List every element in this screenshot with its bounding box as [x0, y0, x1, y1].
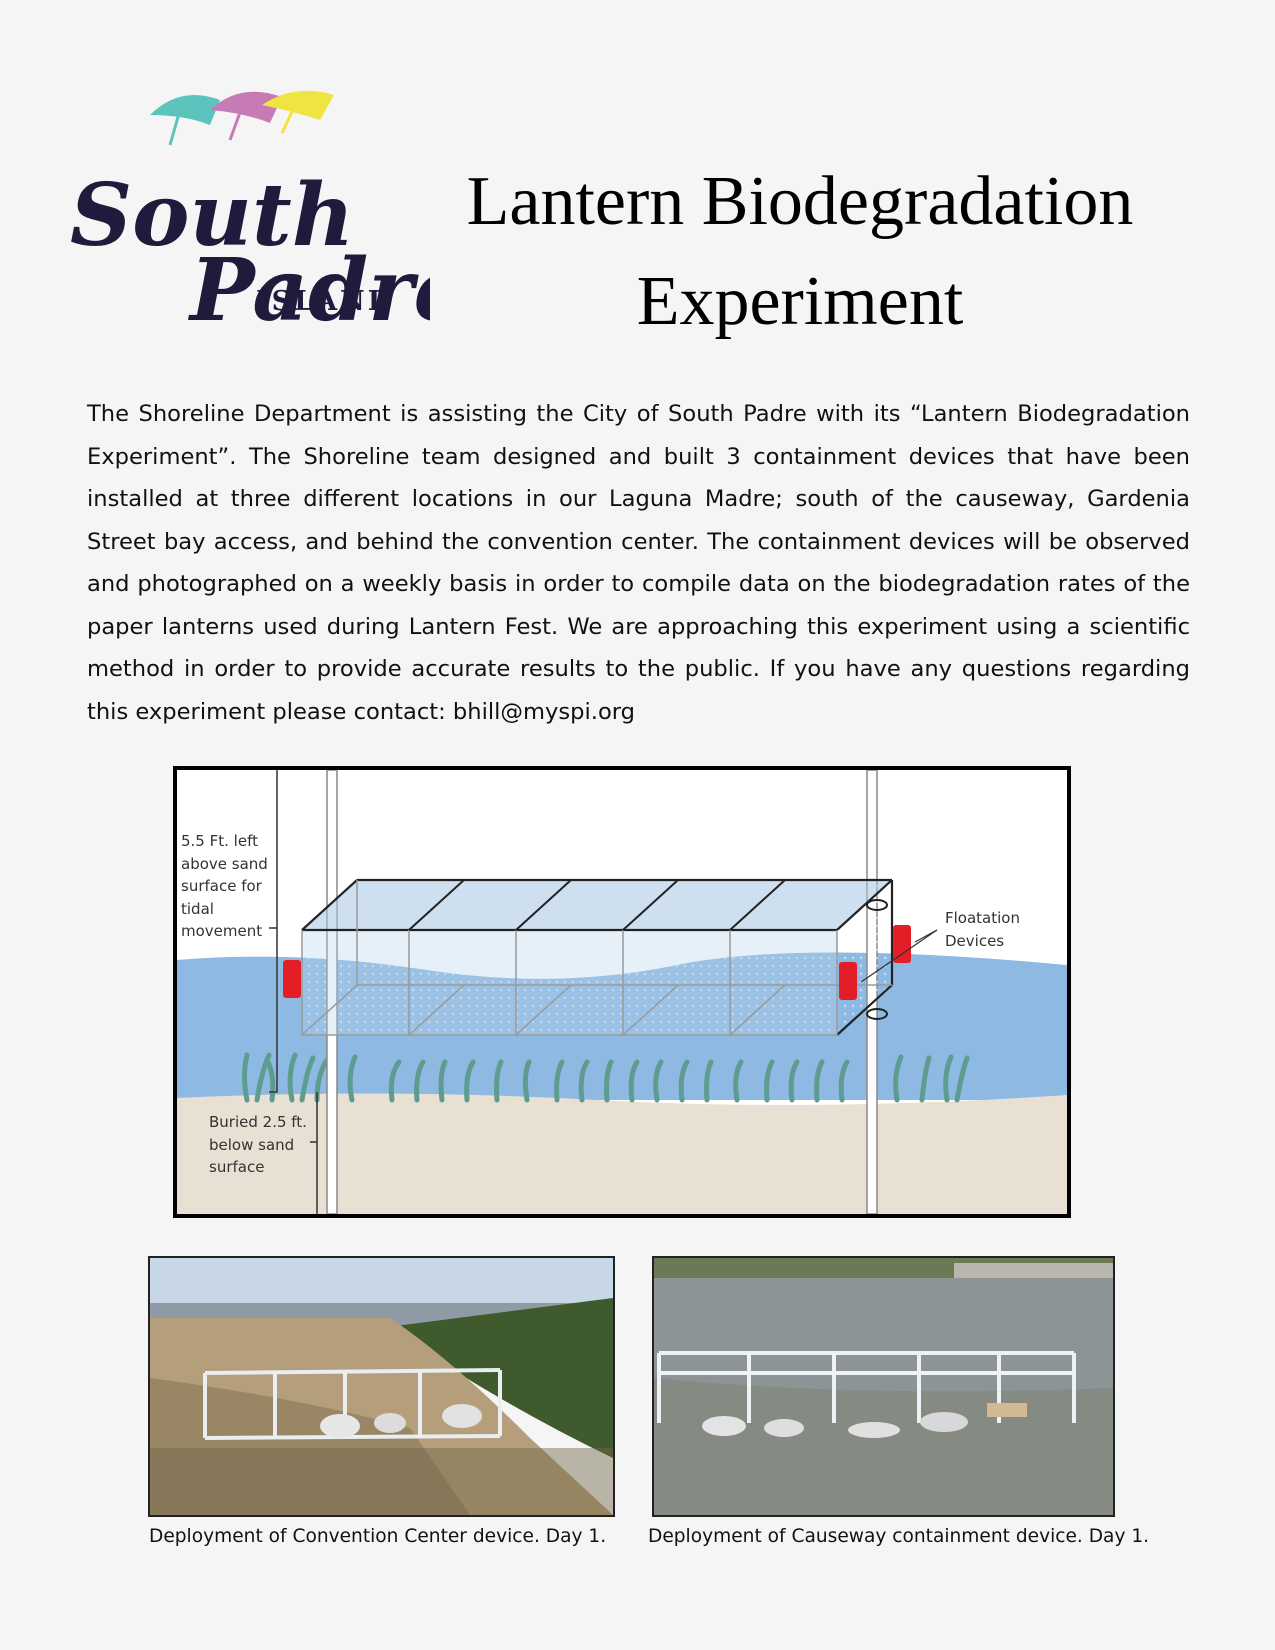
intro-paragraph: The Shoreline Department is assisting the City of South Padre with its “Lantern Biodegradation Experiment”. The Shoreline team designed and built 3 containment devices that have been installed at three different locations in our Laguna Madre; south of the causeway, Gardenia Street bay access, and behind the convention center. The containment devices will be observed and photographed on a weekly basis in order to compile data on the biodegradation rates of the paper lanterns used during Lantern Fest. We are approaching this experiment using a scientific method in order to provide accurate results to the public. If you have any questions regarding this experiment please contact: bhill@myspi.org [87, 401, 1190, 725]
label-above-sand: 5.5 Ft. left above sand surface for tidal movement [181, 832, 268, 940]
photo-caption-causeway: Deployment of Causeway containment device. Day 1. [648, 1526, 1150, 1547]
photo-causeway [652, 1256, 1115, 1517]
page-title-line-2: Experiment [636, 263, 964, 340]
umbrella-icon [210, 92, 282, 140]
logo-south-text: South [70, 165, 355, 266]
logo-padre-text: Padr [190, 240, 414, 341]
label-buried: Buried 2.5 ft. below sand surface [209, 1113, 307, 1176]
logo-island-text: ISLAND [256, 286, 395, 317]
photo-convention-center [148, 1256, 615, 1517]
photo-caption-convention-center: Deployment of Convention Center device. Day 1. [149, 1526, 607, 1547]
containment-device-diagram [173, 766, 1071, 1218]
umbrella-icon [150, 95, 220, 145]
label-floatation-devices: Floatation Devices [945, 909, 1020, 950]
south-padre-island-logo [70, 85, 430, 350]
sand-area [177, 1093, 1067, 1214]
cage-frame [302, 880, 892, 1035]
page-title [420, 152, 1180, 352]
page-title-line-1: Lantern Biodegradation [466, 163, 1134, 240]
